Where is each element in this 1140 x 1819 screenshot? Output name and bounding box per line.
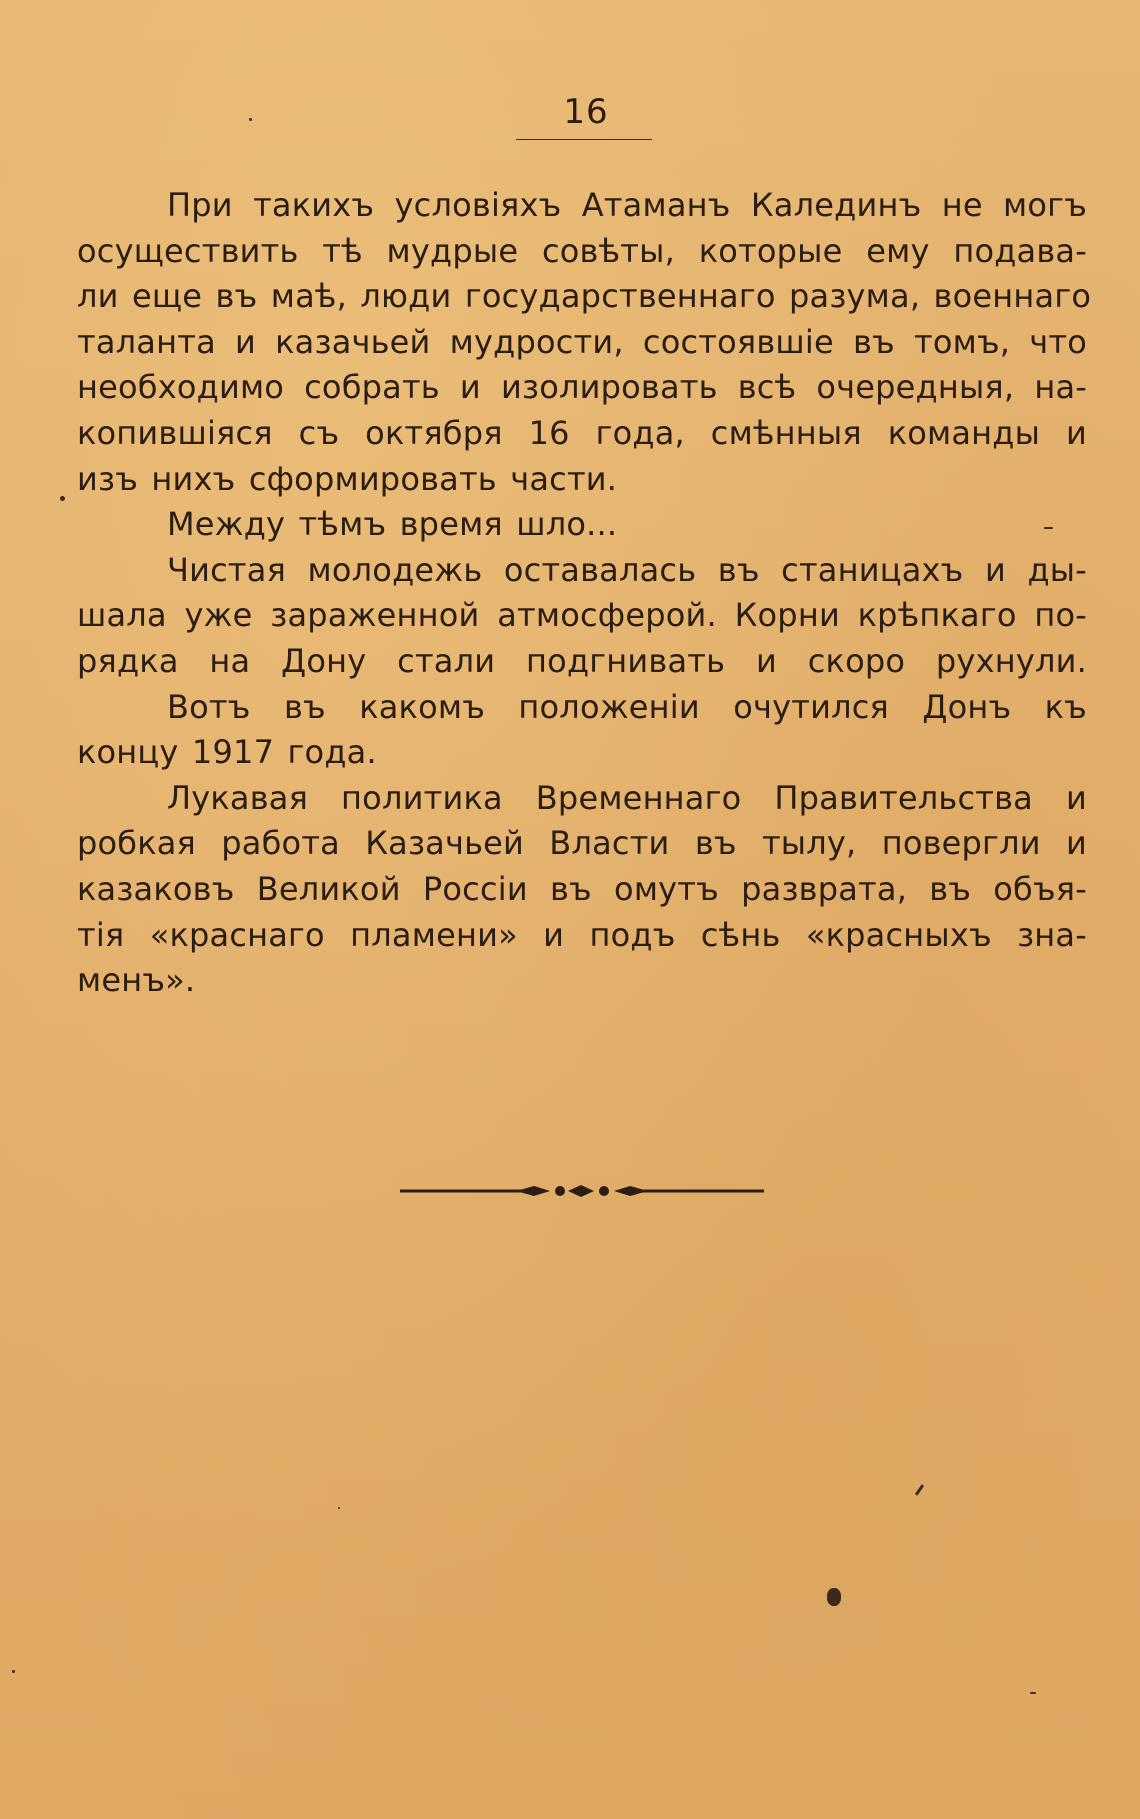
text-line: казаковъ Великой Россiи въ омутъ разврата, въ объя- [77, 869, 1087, 908]
body-text [77, 183, 1092, 1004]
paper-speck [1044, 527, 1053, 529]
text-line: изъ нихъ сформировать части. [77, 459, 618, 498]
text-line: При такихъ условiяхъ Атаманъ Калединъ не могъ [167, 186, 1087, 224]
text-line: робкая работа Казачьей Власти въ тылу, повергли и [77, 824, 1087, 863]
text-line: менъ». [77, 961, 196, 1000]
paper-speck [1030, 1692, 1036, 1694]
paper-speck [827, 1588, 841, 1606]
paper-speck [915, 1484, 924, 1496]
text-line: копившiяся съ октября 16 года, смѣнныя команды и [77, 413, 1087, 452]
tailpiece-ornament-icon [398, 1180, 766, 1202]
paragraph [77, 548, 1087, 685]
text-line: Лукавая политика Временнаго Правительства и [167, 778, 1087, 817]
paper-speck [60, 496, 65, 501]
text-line: таланта и казачьей мудрости, состоявшiе въ томъ, что [77, 322, 1087, 361]
text-line: Вотъ въ какомъ положенiи очутился Донъ къ [167, 687, 1087, 726]
page-number-rule [516, 139, 652, 140]
text-line: ли еще въ маѣ, люди государственнаго разума, военнаго [77, 277, 1092, 316]
page-number: 16 [563, 92, 609, 132]
paragraph [77, 776, 1087, 1004]
text-line: необходимо собрать и изолировать всѣ очередныя, на- [77, 368, 1087, 407]
text-line: шала уже зараженной атмосферой. Корни крѣпкаго по- [77, 596, 1087, 635]
paragraph [77, 502, 1087, 548]
paragraph [77, 685, 1087, 776]
text-line: рядка на Дону стали подгнивать и скоро рухнули. [77, 641, 1087, 680]
text-line: концу 1917 года. [77, 733, 377, 772]
text-line: тiя «краснаго пламени» и подъ сѣнь «красныхъ зна- [77, 915, 1087, 954]
paper-speck [12, 1670, 15, 1673]
paper-speck [249, 118, 252, 121]
text-line: Чистая молодежь оставалась въ станицахъ и ды- [167, 550, 1087, 589]
text-line: осуществить тѣ мудрые совѣты, которые ему подава- [77, 231, 1087, 270]
paper-speck [338, 1507, 340, 1509]
paragraph [77, 183, 1092, 502]
text-line: Между тѣмъ время шло... [167, 505, 618, 544]
